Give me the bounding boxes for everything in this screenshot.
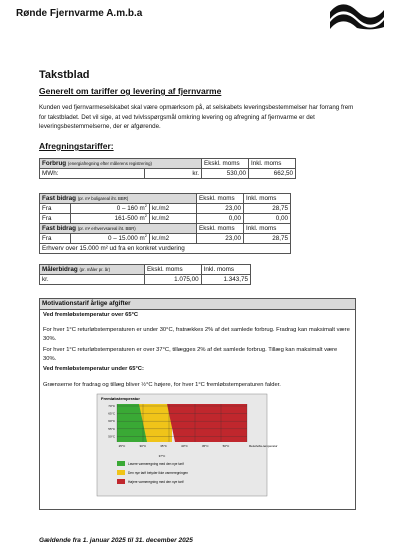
company-name: Rønde Fjernvarme A.m.b.a xyxy=(16,8,143,19)
fixed-incl-header: Inkl. moms xyxy=(244,194,291,204)
fixed-header-business: Fast bidrag (pr. m² erhvervsareal iht. BBR) xyxy=(40,224,197,234)
x-tick-label: 25°C xyxy=(118,444,126,448)
fixed-from: Fra xyxy=(40,204,71,214)
fixed-unit: kr./m2 xyxy=(150,204,197,214)
y-tick-label: 60°C xyxy=(108,419,115,424)
y-tick-label: 70°C xyxy=(108,404,115,408)
x-tick-label: 40°C xyxy=(181,444,188,448)
fixed-from: Fra xyxy=(40,214,71,224)
fixed-excl-header: Ekskl. moms xyxy=(197,194,244,204)
fixed-excl: 23,00 xyxy=(197,204,244,214)
x-tick-label: 35°C xyxy=(160,444,167,448)
y-tick-label: 55°C xyxy=(108,426,115,431)
meter-unit: kr. xyxy=(40,275,145,285)
fixed-unit: kr./m2 xyxy=(150,214,197,224)
legend-swatch xyxy=(117,461,125,466)
consumption-header: Forbrug (energiafregning efter målerens registrering) xyxy=(40,159,202,169)
table-row xyxy=(40,214,291,224)
under-65-paragraph: Grænserne for fradrag og tillæg bliver ½°C højere, for hver 1°C fremløbstemperaturen falder. xyxy=(43,382,281,388)
legend-label: Lavere varmeregning med den nye tarif xyxy=(128,462,184,466)
y-tick-label: 65°C xyxy=(108,411,115,416)
fixed-note-row: Erhverv over 15.000 m² ud fra en konkret vurdering xyxy=(40,244,291,254)
fixed-incl: 0,00 xyxy=(244,214,291,224)
meter-incl: 1.343,75 xyxy=(201,275,250,285)
tariffs-heading: Afregningstariffer: xyxy=(39,141,114,151)
general-heading: Generelt om tariffer og levering af fjernvarme xyxy=(39,86,222,96)
legend-swatch xyxy=(117,470,125,475)
validity-footer: Gældende fra 1. januar 2025 til 31. december 2025 xyxy=(39,537,193,544)
meter-excl-header: Ekskl. moms xyxy=(145,265,202,275)
table-row xyxy=(40,234,291,244)
x-extra-label: 37°C xyxy=(158,454,166,458)
consumption-unit: kr. xyxy=(144,169,201,179)
fixed-excl-header-2: Ekskl. moms xyxy=(197,224,244,234)
over-65-heading: Ved fremløbstemperatur over 65°C xyxy=(43,312,139,318)
legend-label: Højere varmeregning med den nye tarif xyxy=(128,480,184,484)
consumption-incl-header: Inkl. moms xyxy=(249,159,296,169)
meter-excl: 1.075,00 xyxy=(145,275,202,285)
motivation-tariff-chart xyxy=(97,394,278,496)
x-axis-label: Returløbs-temperatur xyxy=(249,444,278,448)
consumption-label: MWh: xyxy=(40,169,145,179)
motivation-tariff-box xyxy=(39,298,356,510)
over-65-paragraph-1: For hver 1°C returløbstemperaturen er under 30°C, fratrækkes 2% af det samlede forbrug. Fradrag kan maksimalt være 30%. xyxy=(43,327,350,342)
consumption-incl: 662,50 xyxy=(249,169,296,179)
general-text: Kunden ved fjernvarmeselskabet skal være opmærksom på, at selskabets leveringsbestemmelser har forrang frem for takstbladet. Det vil sige, at ved tvivlsspørgsmål omkring levering og afregning af fjernvarme er det leveringsbestemmelserne, der er afgørende. xyxy=(39,104,354,130)
fixed-range: 0 – 15.000 $m^2$ xyxy=(71,234,150,244)
fixed-incl: 28,75 xyxy=(244,234,291,244)
meter-table xyxy=(39,264,251,285)
table-row xyxy=(40,204,291,214)
fixed-unit: kr./m2 xyxy=(150,234,197,244)
y-tick-label: 50°C xyxy=(108,434,115,439)
motivation-title: Motivationstarif årlige afgifter xyxy=(40,299,355,310)
meter-header: Målerbidrag (pr. måler pr. år) xyxy=(40,265,145,275)
over-65-paragraph-2: For hver 1°C returløbstemperaturen er over 37°C, tillægges 2% af det samlede forbrug. Tillæg kan maksimalt være 30%. xyxy=(43,347,338,362)
fixed-range: 161-500 $m^2$ xyxy=(71,214,150,224)
consumption-excl-header: Ekskl. moms xyxy=(202,159,249,169)
x-tick-label: 50°C xyxy=(222,444,230,448)
fixed-contribution-table xyxy=(39,193,291,254)
fixed-incl: 28,75 xyxy=(244,204,291,214)
chart-title: Fremløbstemperatur xyxy=(101,396,140,401)
fixed-incl-header-2: Inkl. moms xyxy=(244,224,291,234)
company-logo xyxy=(328,0,386,30)
legend-label: Den nye tarif betyder ikke varmeregningen xyxy=(128,471,189,475)
consumption-table xyxy=(39,158,296,179)
meter-incl-header: Inkl. moms xyxy=(201,265,250,275)
legend-swatch xyxy=(117,479,125,484)
x-tick-label: 45°C xyxy=(201,444,209,448)
fixed-from: Fra xyxy=(40,234,71,244)
x-tick-label: 30°C xyxy=(139,444,147,448)
under-65-heading: Ved fremløbstemperatur under 65°C: xyxy=(43,366,144,372)
page-title: Takstblad xyxy=(39,69,90,81)
fixed-excl: 23,00 xyxy=(197,234,244,244)
fixed-excl: 0,00 xyxy=(197,214,244,224)
fixed-header-housing: Fast bidrag (pr. m² boligareal iht. BBR) xyxy=(40,194,197,204)
consumption-excl: 530,00 xyxy=(202,169,249,179)
fixed-range: 0 – 160 $m^2$ xyxy=(71,204,150,214)
